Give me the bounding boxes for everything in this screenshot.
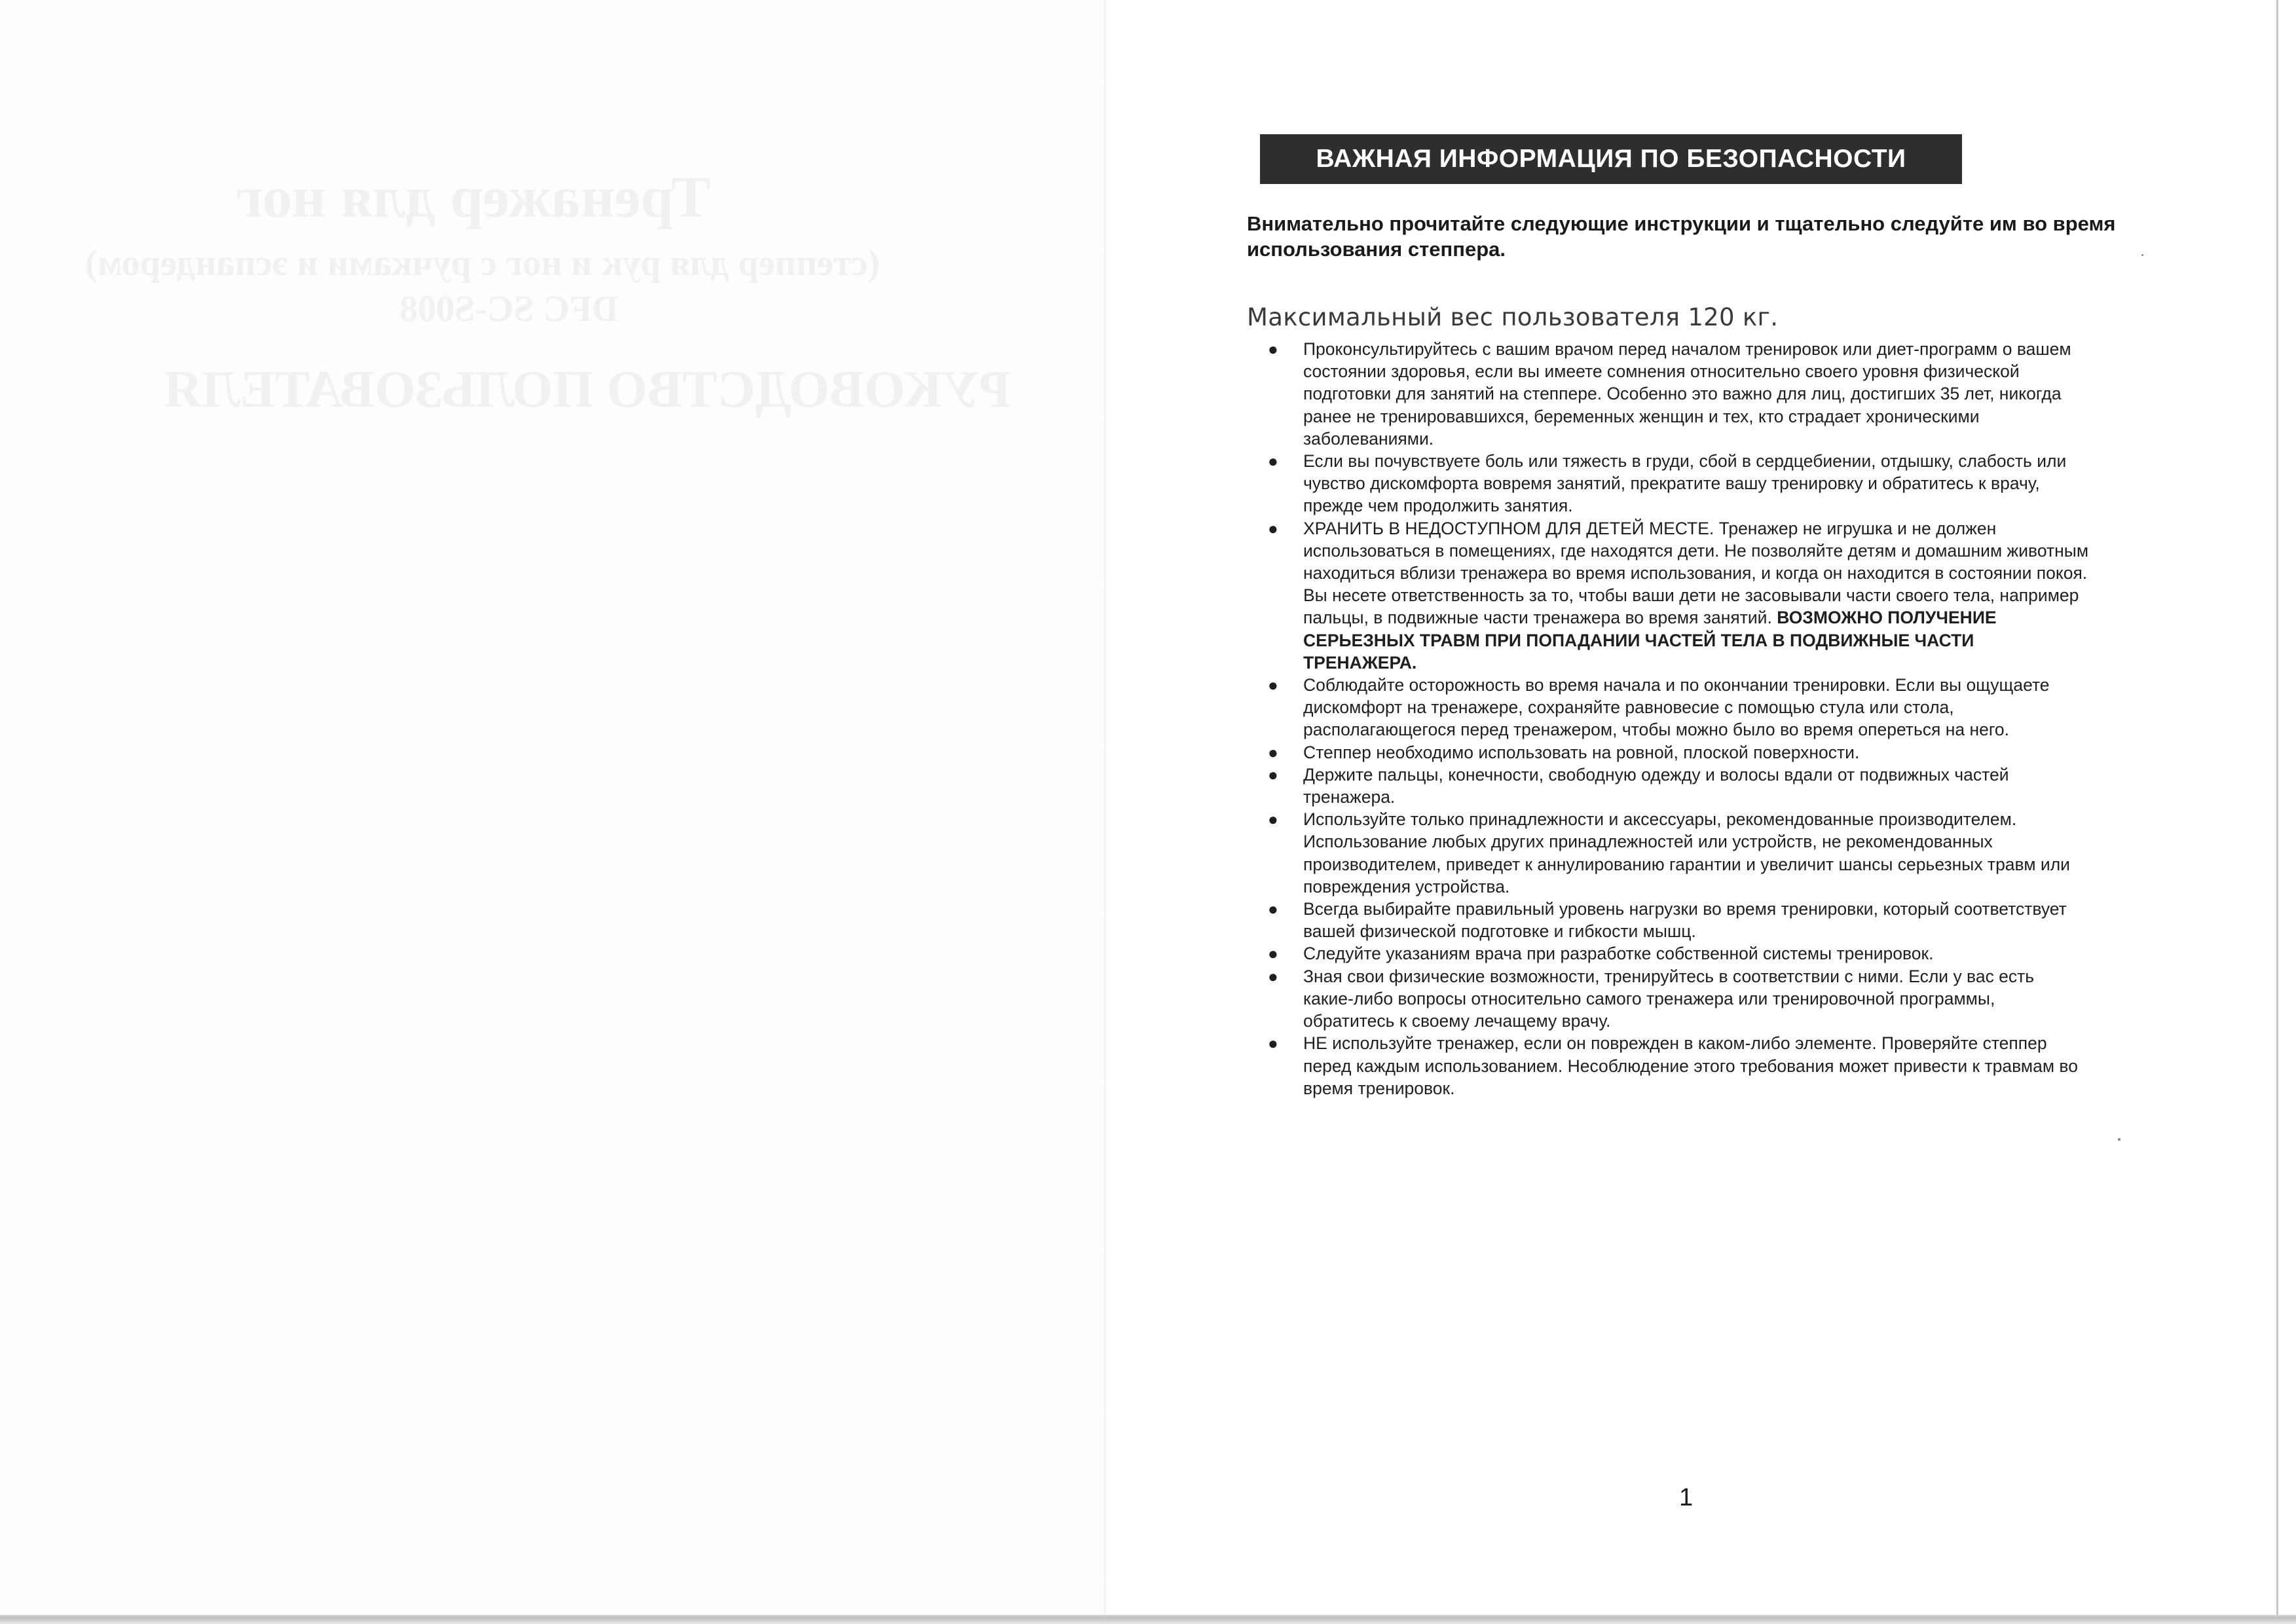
list-item-text: Степпер необходимо использовать на ровной, плоской поверхности.	[1303, 742, 1860, 762]
list-item-text: Следуйте указаниям врача при разработке собственной системы тренировок.	[1303, 944, 1934, 964]
list-item	[1268, 764, 2089, 808]
safety-header	[1260, 134, 1962, 184]
list-item	[1268, 942, 2089, 965]
list-item	[1268, 898, 2089, 942]
list-item-text: Проконсультируйтесь с вашим врачом перед началом тренировок или диет-программ о вашем состоянии здоровья, если вы имеете сомнения относительно своего уровня физической подготовки для занятий на степпере. Особенно это важно для лиц, достигших 35 лет, никогда ранее не тренировавшихся, беременных женщин и тех, кто страдает хроническими заболеваниями.	[1303, 339, 2071, 449]
scan-bottom-edge	[0, 1615, 2296, 1624]
scan-speck	[2118, 1138, 2120, 1141]
list-item	[1268, 808, 2089, 898]
max-weight-note: Максимальный вес пользователя 120 кг.	[1247, 303, 1779, 331]
bullet-icon: ●	[1268, 451, 1278, 471]
show-through-model: DFC SC-S008	[399, 289, 619, 329]
show-through-subtitle: (степпер для рук и ног с ручками и эспандером)	[85, 243, 880, 284]
safety-header-text: ВАЖНАЯ ИНФОРМАЦИЯ ПО БЕЗОПАСНОСТИ	[1316, 145, 1906, 173]
list-item-text: Соблюдайте осторожность во время начала и по окончании тренировки. Если вы ощущаете дискомфорт на тренажере, сохраняйте равновесие с помощью стула или стола, располагающегося перед тренажером, чтобы можно было во время опереться на него.	[1303, 675, 2050, 740]
list-item	[1268, 1032, 2089, 1099]
bullet-icon: ●	[1268, 1033, 1278, 1054]
list-item-text: Зная свои физические возможности, тренируйтесь в соответствии с ними. Если у вас есть какие-либо вопросы относительно самого тренажера или тренировочной программы, обратитесь к своему лечащему врачу.	[1303, 966, 2035, 1031]
bullet-icon: ●	[1268, 742, 1278, 762]
injury-warning: ВОЗМОЖНО ПОЛУЧЕНИЕ СЕРЬЕЗНЫХ ТРАВМ ПРИ ПОПАДАНИИ ЧАСТЕЙ ТЕЛА В ПОДВИЖНЫЕ ЧАСТИ ТРЕНАЖЕРА.	[1303, 608, 1997, 673]
list-item	[1268, 517, 2089, 674]
safety-intro: Внимательно прочитайте следующие инструкции и тщательно следуйте им во время использования степпера.	[1247, 212, 2116, 261]
left-page-blank	[0, 0, 1105, 1615]
list-item-text: Если вы почувствуете боль или тяжесть в груди, сбой в сердцебиении, отдышку, слабость или чувство дискомфорта вовремя занятий, прекратите вашу тренировку и обратитесь к врачу, прежде чем продолжить занятия.	[1303, 451, 2067, 516]
list-item-text: Всегда выбирайте правильный уровень нагрузки во время тренировки, который соответствует вашей физической подготовке и гибкости мышц.	[1303, 899, 2067, 942]
list-item	[1268, 741, 2089, 764]
bullet-icon: ●	[1268, 944, 1278, 964]
bullet-icon: ●	[1268, 764, 1278, 784]
show-through-manual: РУКОВОДСТВО ПОЛЬЗОВАТЕЛЯ	[164, 361, 1011, 418]
bullet-icon: ●	[1268, 966, 1278, 986]
bullet-icon: ●	[1268, 339, 1278, 359]
right-page	[1105, 0, 2276, 1615]
list-item-text: ХРАНИТЬ В НЕДОСТУПНОМ ДЛЯ ДЕТЕЙ МЕСТЕ. Тренажер не игрушка и не должен использоваться в помещениях, где находятся дети. Не позволяйте детям и домашним животным находиться вблизи тренажера во время использования, и когда он находится в состоянии покоя. Вы несете ответственность за то, чтобы ваши дети не засовывали части своего тела, например пальцы, в подвижные части тренажера во время занятий.	[1303, 518, 2089, 628]
list-item	[1268, 965, 2089, 1033]
bullet-icon: ●	[1268, 675, 1278, 695]
list-item	[1268, 674, 2089, 741]
page-number: 1	[1679, 1484, 1694, 1511]
bullet-icon: ●	[1268, 809, 1278, 830]
bullet-icon: ●	[1268, 518, 1278, 538]
list-item-text: НЕ используйте тренажер, если он поврежден в каком-либо элементе. Проверяйте степпер перед каждым использованием. Несоблюдение этого требования может привести к травмам во время тренировок.	[1303, 1033, 2078, 1098]
bullet-icon: ●	[1268, 899, 1278, 919]
list-item	[1268, 338, 2089, 450]
list-item-text: Держите пальцы, конечности, свободную одежду и волосы вдали от подвижных частей тренажера.	[1303, 764, 2009, 807]
list-item-text: Используйте только принадлежности и аксессуары, рекомендованные производителем. Использование любых других принадлежностей или устройств, не рекомендованных производителем, приведет к аннулированию гарантии и увеличит шансы серьезных травм или повреждения устройства.	[1303, 809, 2070, 896]
safety-rules-list	[1268, 338, 2089, 1099]
show-through-title: Тренажер для ног	[236, 165, 711, 230]
scan-speck	[2141, 254, 2143, 256]
page-right-edge	[2276, 0, 2278, 1615]
list-item	[1268, 450, 2089, 517]
